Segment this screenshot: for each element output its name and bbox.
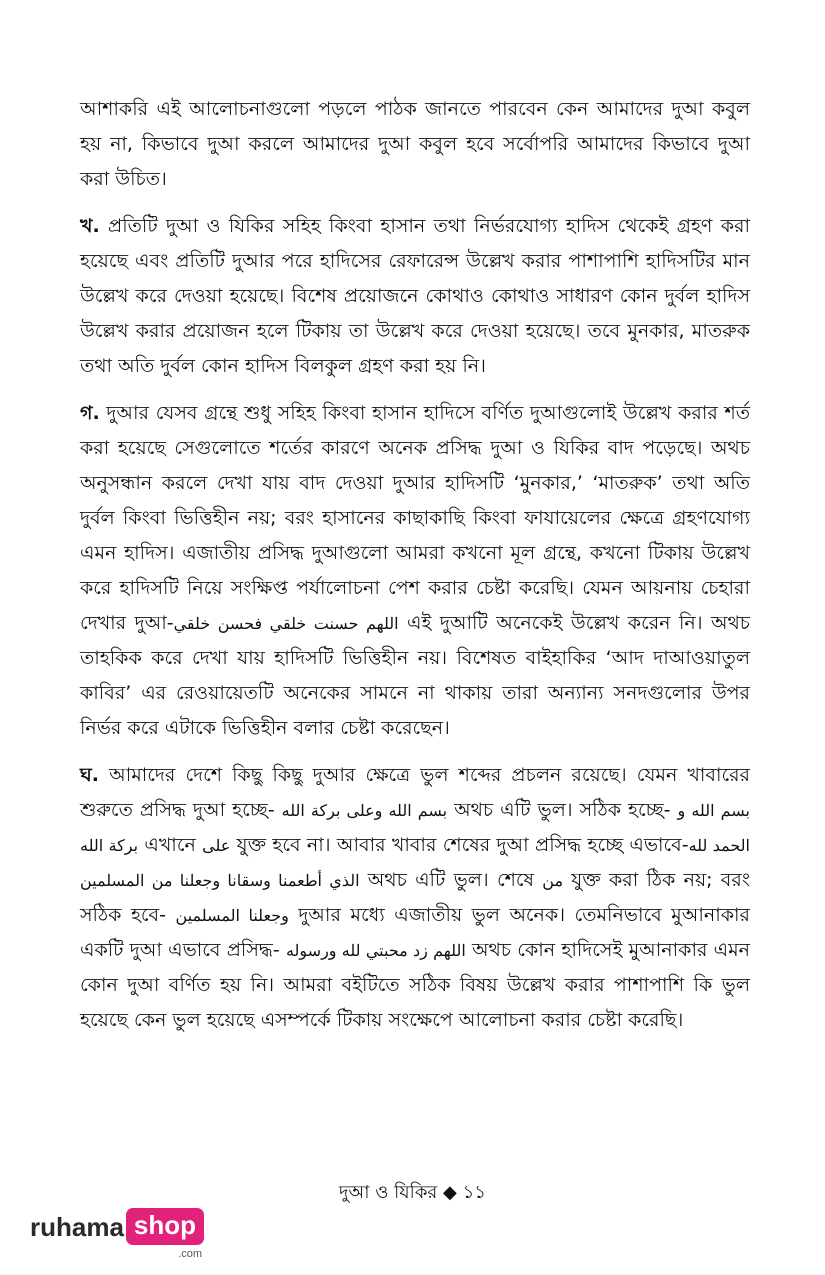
logo-text-left: ruhama [30,1212,124,1242]
paragraph-gha-text-e: অথচ এটি ভুল। শেষে [359,869,543,891]
paragraph-kha [80,209,750,384]
arabic-mirror-dua: اللهم حسنت خلقي فحسن خلقي [173,614,399,633]
arabic-min: من [542,871,564,890]
paragraph-gha-text-c: এখানে [138,834,203,856]
arabic-embrace-dua: اللهم زد محبتي لله ورسوله [285,941,466,960]
paragraph-gha-text-g: দুআর মধ্যে এজাতীয় ভুল অনেক। তেমনিভাবে মুআনাকার একটি দুআ এভাবে প্রসিদ্ধ- [80,904,750,961]
paragraph-gha-text-d: যুক্ত হবে না। আবার খাবার শেষের দুআ প্রসিদ্ধ হচ্ছে এভাবে- [230,834,689,856]
paragraph-gha-text-f: যুক্ত করা ঠিক নয়; বরং সঠিক হবে- [80,869,751,926]
arabic-ala: على [202,836,231,855]
logo-badge [126,1208,204,1260]
arabic-meal-end-common: الحمد لله الذي أطعمنا وسقانا وجعلنا من المسلمين [80,836,750,890]
paragraph-gha-text-h: অথচ কোন হাদিসেই মুআনাকার এমন কোন দুআ বর্ণিত হয় নি। আমরা বইটিতে সঠিক বিষয় উল্লেখ করার পাশাপাশি কি ভুল হয়েছে কেন ভুল হয়েছে এসম্পর্কে টিকায় সংক্ষেপে আলোচনা করার চেষ্টা করেছি। [80,939,750,1031]
paragraph-intro-text: আশাকরি এই আলোচনাগুলো পড়লে পাঠক জানতে পারবেন কেন আমাদের দুআ কবুল হয় না, কিভাবে দুআ করলে আমাদের দুআ কবুল হবে সর্বোপরি আমাদের কিভাবে দুআ করা উচিত। [80,98,750,190]
ruhamashop-logo [30,1208,204,1260]
logo-domain: .com [178,1248,203,1260]
page-body [80,92,750,1050]
paragraph-gha-label: ঘ. [80,764,99,786]
paragraph-kha-label: খ. [80,215,100,237]
paragraph-gha-text-b: অথচ এটি ভুল। সঠিক হচ্ছে- [447,799,678,821]
paragraph-gha-text-a: আমাদের দেশে কিছু কিছু দুআর ক্ষেত্রে ভুল শব্দের প্রচলন রয়েছে। যেমন খাবারের শুরুতে প্রসিদ্ধ দুআ হচ্ছে- [80,764,750,821]
paragraph-gha [80,758,750,1038]
page-footer: দুআ ও যিকির ◆ ১১ [339,1182,486,1203]
paragraph-ga [80,396,750,746]
paragraph-intro [80,92,750,197]
logo-text-right: shop [133,1210,197,1240]
arabic-meal-end-correct: وجعلنا المسلمين [175,906,289,925]
paragraph-ga-text-b: এই দুআটি অনেকেই উল্লেখ করেন নি। অথচ তাহকিক করে দেখা যায় হাদিসটি ভিত্তিহীন নয়। বিশেষত বাইহাকির ‘আদ দাআওয়াতুল কাবির’ এর রেওয়ায়েতটি অনেকের সামনে না থাকায় তারা অন্যান্য সনদগুলোর উপর নির্ভর করে এটাকে ভিত্তিহীন বলার চেষ্টা করেছেন। [80,612,751,739]
paragraph-kha-text: প্রতিটি দুআ ও যিকির সহিহ কিংবা হাসান তথা নির্ভরযোগ্য হাদিস থেকেই গ্রহণ করা হয়েছে এবং প্রতিটি দুআর পরে হাদিসের রেফারেন্স উল্লেখ করার পাশাপাশি হাদিসটির মান উল্লেখ করে দেওয়া হয়েছে। বিশেষ প্রয়োজনে কোথাও কোথাও সাধারণ কোন দুর্বল হাদিস উল্লেখ করার প্রয়োজন হলে টিকায় তা উল্লেখ করে দেওয়া হয়েছে। তবে মুনকার, মাতরুক তথা অতি দুর্বল কোন হাদিস বিলকুল গ্রহণ করা হয় নি। [80,215,750,377]
arabic-meal-start-common: بسم الله وعلى بركة الله [281,801,448,820]
paragraph-ga-label: গ. [80,402,100,424]
arabic-meal-start-correct: بسم الله و بركة الله [80,801,750,855]
paragraph-ga-text-a: দুআর যেসব গ্রন্থে শুধু সহিহ কিংবা হাসান হাদিসে বর্ণিত দুআগুলোই উল্লেখ করার শর্ত করা হয়েছে সেগুলোতে শর্তের কারণে অনেক প্রসিদ্ধ দুআ ও যিকির বাদ পড়েছে। অথচ অনুসন্ধান করলে দেখা যায় বাদ দেওয়া দুআর হাদিসটি ‘মুনকার,’ ‘মাতরুক’ তথা অতি দুর্বল কিংবা ভিত্তিহীন নয়; বরং হাসানের কাছাকাছি কিংবা ফাযায়েলের ক্ষেত্রে গ্রহণযোগ্য এমন হাদিস। এজাতীয় প্রসিদ্ধ দুআগুলো আমরা কখনো মূল গ্রন্থে, কখনো টিকায় উল্লেখ করে হাদিসটি নিয়ে সংক্ষিপ্ত পর্যালোচনা পেশ করার চেষ্টা করেছি। যেমন আয়নায় চেহারা দেখার দুআ- [80,402,751,634]
